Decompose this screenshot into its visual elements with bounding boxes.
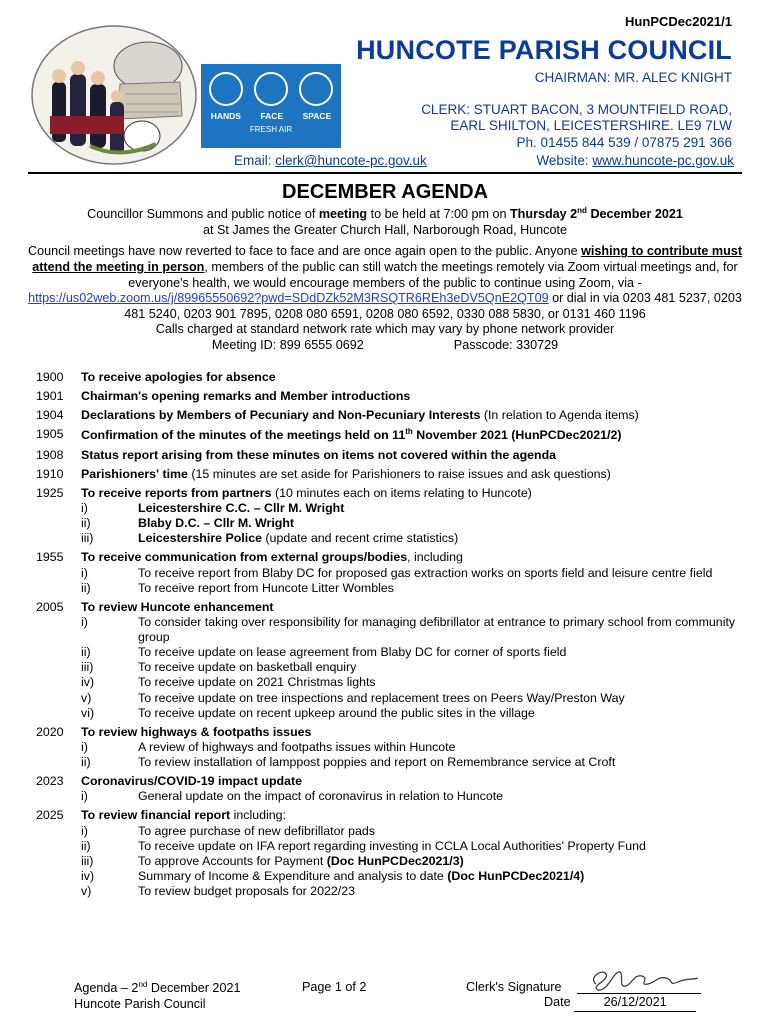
intro-notice bbox=[28, 206, 742, 354]
sub-item-numeral: iii) bbox=[81, 531, 94, 546]
item-heading: To review financial report including: bbox=[81, 808, 286, 823]
agenda-item bbox=[36, 408, 736, 423]
sub-item: v) To receive update on tree inspections and replacement trees on Peers Way/Preston Way bbox=[81, 690, 625, 705]
agenda-item bbox=[36, 725, 736, 770]
contact-line bbox=[234, 153, 734, 169]
sub-item: i) To receive report from Blaby DC for proposed gas extraction works on sports field and leisure centre field bbox=[81, 565, 713, 580]
item-heading: Parishioners' time (15 minutes are set aside for Parishioners to raise issues and ask questions) bbox=[81, 466, 611, 481]
signature-date: 26/12/2021 bbox=[574, 995, 696, 1011]
website-block bbox=[536, 153, 734, 169]
meeting-id: Meeting ID: 899 6555 0692 bbox=[211, 338, 364, 353]
zoom-link[interactable]: https://us02web.zoom.us/j/89965550692?pwd=SDdDZk52M3RSQTR6REh3eDV5QnE2QT09 bbox=[28, 291, 549, 306]
sub-item: ii) Blaby D.C. – Cllr M. Wright bbox=[81, 516, 295, 531]
agenda-item bbox=[36, 467, 736, 482]
sub-item: iv) Summary of Income & Expenditure and analysis to date (Doc HunPCDec2021/4) bbox=[81, 868, 585, 883]
logo-space: SPACE bbox=[302, 111, 332, 121]
item-number: 1901 bbox=[36, 389, 64, 404]
sub-item-numeral: i) bbox=[81, 739, 88, 754]
distance-icon bbox=[299, 72, 333, 106]
item-number: 1910 bbox=[36, 466, 64, 481]
face-mask-icon bbox=[254, 72, 288, 106]
hands-face-space-logo bbox=[201, 64, 341, 148]
email-block bbox=[234, 153, 427, 169]
sub-item-numeral: i) bbox=[81, 501, 88, 515]
sub-item: iv) To receive update on 2021 Christmas lights bbox=[81, 675, 376, 690]
sub-item-numeral: iv) bbox=[81, 868, 95, 883]
logo-fresh-air: FRESH AIR bbox=[249, 125, 293, 134]
header-divider bbox=[28, 172, 742, 174]
sub-item: i) To consider taking over responsibility for managing defibrillator at entrance to primary school from community group bbox=[81, 614, 736, 644]
item-heading: Declarations by Members of Pecuniary and Non-Pecuniary Interests (In relation to Agenda items) bbox=[81, 408, 639, 423]
document-ref: HunPCDec2021/1 bbox=[625, 14, 732, 29]
agenda-item bbox=[36, 448, 736, 463]
item-number: 2020 bbox=[36, 724, 64, 739]
sub-item-numeral: iii) bbox=[81, 853, 94, 868]
passcode: Passcode: 330729 bbox=[453, 338, 559, 353]
sub-item-numeral: i) bbox=[81, 565, 88, 580]
hands-icon bbox=[209, 72, 243, 106]
item-number: 1908 bbox=[36, 447, 64, 462]
website-label: Website: bbox=[536, 153, 593, 168]
sub-item: v) To review budget proposals for 2022/23 bbox=[81, 884, 355, 898]
sub-item-numeral: iv) bbox=[81, 675, 95, 690]
sub-item: i) General update on the impact of coronavirus in relation to Huncote bbox=[81, 789, 504, 804]
item-number: 1925 bbox=[36, 485, 64, 500]
item-heading: To receive communication from external groups/bodies, including bbox=[81, 550, 463, 565]
sub-item-numeral: v) bbox=[81, 884, 92, 898]
item-number: 2005 bbox=[36, 599, 64, 614]
clerk-phone: Ph. 01455 844 539 / 07875 291 366 bbox=[516, 134, 732, 150]
item-number: 1904 bbox=[36, 408, 64, 423]
handwritten-signature bbox=[584, 964, 704, 994]
item-heading: To review highways & footpaths issues bbox=[81, 724, 312, 739]
sub-item-numeral: ii) bbox=[81, 755, 91, 769]
council-title: HUNCOTE PARISH COUNCIL bbox=[356, 35, 732, 65]
sub-item-numeral: i) bbox=[81, 614, 88, 629]
summons-line: Councillor Summons and public notice of meeting to be held at 7:00 pm on Thursday 2nd December 2021 bbox=[87, 206, 683, 222]
sub-item: ii) To receive report from Huncote Litter Wombles bbox=[81, 580, 394, 595]
item-heading: Chairman's opening remarks and Member introductions bbox=[81, 389, 411, 404]
sub-item-numeral: iii) bbox=[81, 660, 94, 675]
footer-agenda-info: Agenda – 2nd December 2021 Huncote Parish Council bbox=[74, 980, 241, 1011]
item-number: 1905 bbox=[36, 427, 64, 442]
logo-hands: HANDS bbox=[210, 111, 241, 121]
agenda-item bbox=[36, 600, 736, 721]
sub-item: ii) To receive update on lease agreement from Blaby DC for corner of sports field bbox=[81, 645, 567, 660]
sub-item: i) To agree purchase of new defibrillator pads bbox=[81, 823, 375, 838]
item-heading: To receive reports from partners (10 minutes each on items relating to Huncote) bbox=[81, 485, 532, 500]
clerk-line-2: EARL SHILTON, LEICESTERSHIRE. LE9 7LW bbox=[450, 118, 732, 134]
item-heading: Status report arising from these minutes on items not covered within the agenda bbox=[81, 447, 557, 462]
sub-item: ii) To review installation of lamppost poppies and report on Remembrance service at Croft bbox=[81, 755, 616, 769]
item-number: 1955 bbox=[36, 550, 64, 565]
sub-item: iii) To approve Accounts for Payment (Doc HunPCDec2021/3) bbox=[81, 853, 464, 868]
calls-line: Calls charged at standard network rate which may vary by phone network provider bbox=[155, 322, 615, 337]
agenda-item bbox=[36, 774, 736, 804]
sub-item: iii) Leicestershire Police (update and recent crime statistics) bbox=[81, 531, 459, 546]
sub-item-numeral: i) bbox=[81, 789, 88, 804]
signature-label: Clerk's Signature bbox=[466, 980, 562, 994]
agenda-item bbox=[36, 808, 736, 899]
item-number: 2023 bbox=[36, 774, 64, 789]
sub-item-numeral: i) bbox=[81, 823, 88, 838]
email-label: Email: bbox=[234, 153, 276, 168]
item-number: 1900 bbox=[36, 370, 64, 384]
agenda-title: DECEMBER AGENDA bbox=[282, 181, 488, 203]
email-link[interactable]: clerk@huncote-pc.gov.uk bbox=[275, 153, 427, 168]
date-row: Date 26/12/2021 bbox=[466, 995, 696, 1011]
sub-item-numeral: v) bbox=[81, 690, 92, 705]
agenda-item bbox=[36, 427, 736, 443]
page-number: Page 1 of 2 bbox=[302, 980, 367, 994]
sub-item: i) A review of highways and footpaths issues within Huncote bbox=[81, 739, 456, 754]
chairman-line: CHAIRMAN: MR. ALEC KNIGHT bbox=[534, 70, 732, 85]
logo-face: FACE bbox=[260, 111, 284, 121]
sub-item: i) Leicestershire C.C. – Cllr M. Wright bbox=[81, 501, 345, 515]
sub-item: vi) To receive update on recent upkeep around the public sites in the village bbox=[81, 705, 535, 720]
sub-item: iii) To receive update on basketball enquiry bbox=[81, 660, 357, 675]
sub-item-numeral: ii) bbox=[81, 516, 91, 531]
item-heading: Coronavirus/COVID-19 impact update bbox=[81, 774, 303, 789]
item-heading: To review Huncote enhancement bbox=[81, 599, 274, 614]
item-number: 2025 bbox=[36, 808, 64, 823]
sub-item: ii) To receive update on IFA report regarding investing in CCLA Local Authorities' Property Fund bbox=[81, 838, 646, 853]
clerk-line-1: CLERK: STUART BACON, 3 MOUNTFIELD ROAD, bbox=[421, 102, 732, 117]
parish-crest-illustration bbox=[30, 24, 198, 166]
agenda-item bbox=[36, 550, 736, 595]
website-link[interactable]: www.huncote-pc.gov.uk bbox=[592, 153, 734, 168]
agenda-items bbox=[36, 370, 736, 903]
meeting-credentials bbox=[28, 338, 742, 354]
sub-item-numeral: vi) bbox=[81, 705, 95, 720]
sub-item-numeral: ii) bbox=[81, 645, 91, 660]
sub-item-numeral: ii) bbox=[81, 580, 91, 595]
item-heading: Confirmation of the minutes of the meetings held on 11th November 2021 (HunPCDec2021/2) bbox=[81, 427, 622, 443]
sub-item-numeral: ii) bbox=[81, 838, 91, 853]
clerk-address bbox=[421, 102, 732, 151]
zoom-paragraph: Council meetings have now reverted to face to face and are once again open to the public. Anyone wishing to contribute must attend the meeting in person, members of the public can still watch the meetings remotely via Zoom virtual meetings and, for everyone's health, we would encourage members of the public to continue using Zoom, via - https://us02web.zoom.us/j/89965550692?pwd=SDdDZk52M3RSQTR6REh3eDV5QnE2QT09 or dial in via 0203 481 5237, 0203 481 5240, 0203 901 7895, 0208 080 6591, 0208 080 6592, 0330 088 5830, or 0131 460 1196 bbox=[28, 244, 743, 321]
agenda-item bbox=[36, 370, 736, 385]
agenda-item bbox=[36, 486, 736, 547]
agenda-item bbox=[36, 389, 736, 404]
item-heading: To receive apologies for absence bbox=[81, 370, 276, 384]
venue-line: at St James the Greater Church Hall, Narborough Road, Huncote bbox=[202, 222, 567, 237]
